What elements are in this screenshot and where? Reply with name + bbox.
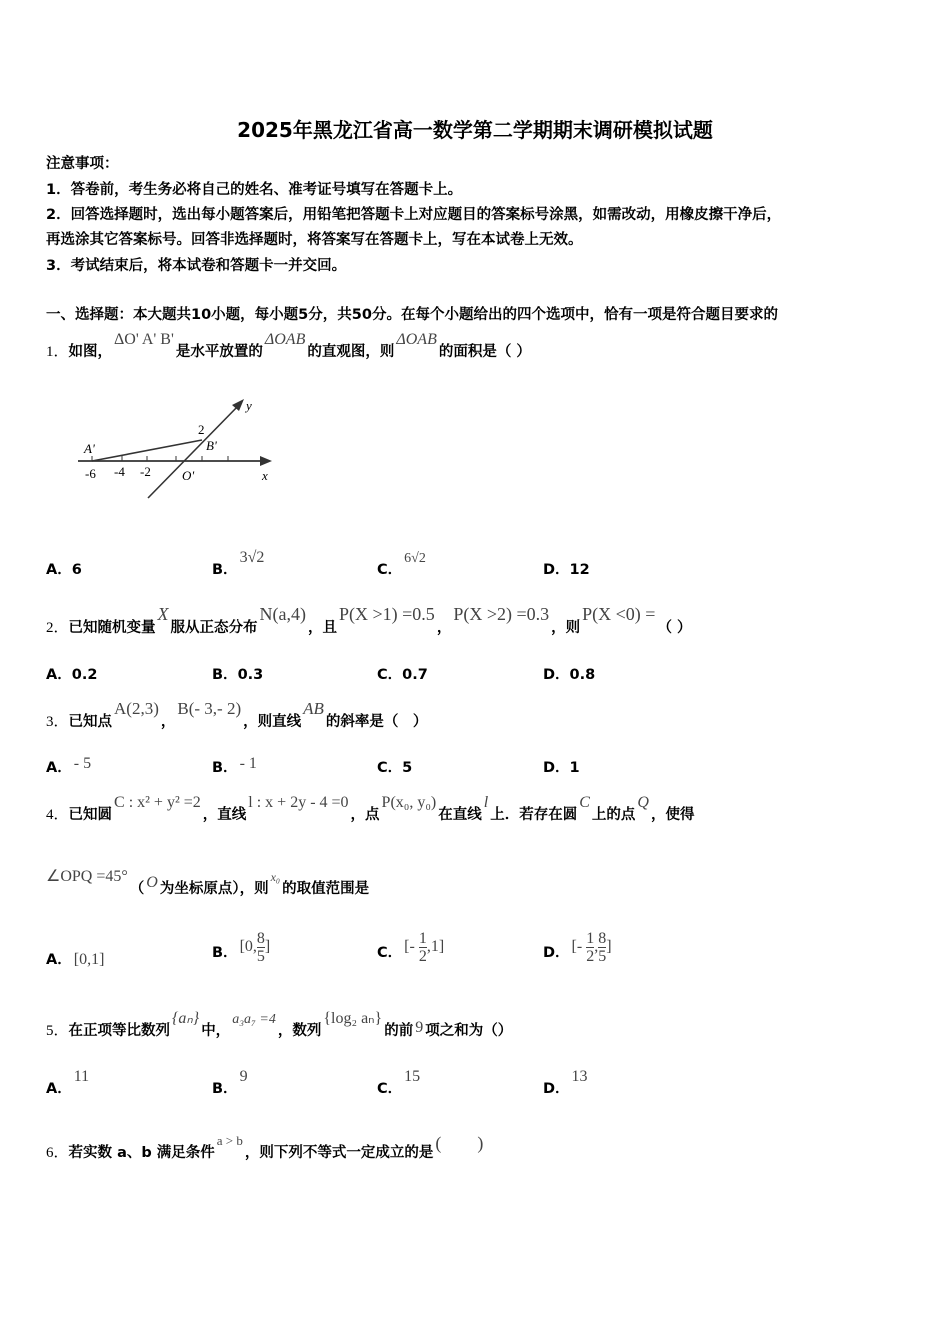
option-d — [543, 558, 590, 579]
text: 5 — [598, 948, 607, 965]
note-item: 1．答卷前，考生务必将自己的姓名、准考证号填写在答题卡上。 — [46, 182, 463, 198]
text: 已知圆 — [68, 807, 113, 823]
text: 12 — [569, 562, 590, 578]
text: B． — [212, 760, 238, 776]
text: 8 — [598, 930, 607, 947]
math-expression: P(X >1) =0.5 — [339, 604, 435, 624]
option-d — [543, 930, 614, 965]
option-c — [377, 551, 428, 579]
page-title: 2025年黑龙江省高一数学第二学期期末调研模拟试题 — [237, 118, 713, 142]
question-number: 1． — [46, 344, 69, 360]
math-expression: B(- 3,- 2) — [177, 699, 242, 718]
point-b-label: B' — [206, 438, 217, 453]
math-expression — [239, 930, 271, 965]
text: 3． — [46, 714, 69, 730]
math: ΔOAB — [396, 331, 437, 348]
text: B． — [212, 667, 238, 683]
text: 已知随机变量 — [68, 620, 156, 636]
text: D． — [543, 1081, 570, 1097]
text: 的直观图，则 — [307, 344, 395, 360]
math-expression: ∠OPQ =45° — [46, 868, 128, 885]
note-item: 2．回答选择题时，选出每小题答案后，用铅笔把答题卡上对应题目的答案标号涂黑，如需改动，用橡皮擦干净后， — [46, 207, 782, 223]
math-expression: [0,1] — [73, 951, 105, 968]
text: 的斜率是（ ） — [325, 714, 428, 730]
math-expression: C : x² + y² =2 — [114, 794, 201, 811]
math-expression: C — [579, 794, 590, 811]
text: 0.8 — [569, 667, 596, 683]
math-expression: l — [483, 794, 489, 811]
text — [148, 404, 240, 498]
note-item: 3．考试结束后，将本试卷和答题卡一并交回。 — [46, 258, 347, 274]
text: ，且 — [308, 620, 337, 636]
math-expression: - 1 — [239, 755, 257, 772]
option-a — [46, 756, 93, 777]
point-a-label: A' — [84, 441, 95, 456]
notes-heading: 注意事项： — [46, 156, 119, 172]
text: D． — [543, 667, 570, 683]
option-c — [377, 756, 412, 777]
math-expression: 11 — [73, 1068, 90, 1085]
option-c — [377, 663, 428, 684]
text: 如图， — [68, 344, 113, 360]
text: ] — [264, 938, 271, 956]
text: 2． — [46, 620, 69, 636]
text: 的面积是（ ） — [438, 344, 531, 360]
option-a — [46, 948, 106, 969]
text: ，则 — [551, 620, 581, 636]
text: 8 — [256, 930, 265, 947]
text: A． — [46, 562, 72, 578]
section-heading: 一、选择题：本大题共10小题，每小题5分，共50分。在每个小题给出的四个选项中，恰有一项是符合题目要求的 — [46, 307, 778, 323]
text: （ — [129, 881, 145, 897]
text: 的取值范围是 — [282, 881, 370, 897]
x-arrow-icon — [260, 456, 272, 466]
question-5 — [46, 1010, 513, 1040]
option-b — [212, 663, 263, 684]
text: 1 — [586, 930, 595, 947]
math-expression: a > b — [216, 1133, 243, 1148]
text: 0.7 — [402, 667, 428, 683]
math-expression: A(2,3) — [114, 699, 159, 718]
text: C． — [377, 1081, 403, 1097]
option-a — [46, 1068, 91, 1098]
text: 2 — [586, 948, 595, 965]
math-expression: X — [157, 604, 169, 624]
text: 在正项等比数列 — [68, 1023, 171, 1039]
text: A． — [46, 667, 72, 683]
text: C． — [377, 562, 403, 578]
text: D． — [543, 760, 570, 776]
math-expression: - 5 — [73, 755, 92, 772]
math-expression: 15 — [404, 1068, 421, 1085]
note-item: 再选涂其它答案标号。回答非选择题时，将答案写在答题卡上，写在本试卷上无效。 — [46, 232, 583, 248]
text: 的前 — [384, 1023, 414, 1039]
y-axis-label: y — [246, 398, 252, 413]
text: [- — [404, 938, 419, 956]
math-expression: 9 — [415, 1019, 424, 1036]
text: , — [594, 938, 599, 956]
text: ，则下列不等式一定成立的是 — [244, 1145, 434, 1161]
math: ΔOAB — [264, 331, 306, 348]
tick-label: -2 — [140, 464, 151, 479]
origin-label: O' — [182, 468, 195, 483]
math-expression: N(a,4) — [259, 604, 306, 624]
text: ] — [606, 938, 612, 956]
text — [586, 930, 594, 965]
text: A． — [46, 760, 72, 776]
text: 6 — [71, 562, 82, 578]
option-c — [377, 930, 446, 965]
option-c — [377, 1068, 422, 1098]
text: 已知点 — [68, 714, 113, 730]
math-expression: P(x₀, y₀) — [381, 794, 437, 811]
text: 5 — [256, 948, 265, 965]
text: B． — [212, 562, 238, 578]
text: 上的点 — [591, 807, 636, 823]
option-d — [543, 1068, 590, 1098]
text: 6． — [46, 1145, 69, 1161]
text: 项之和为（） — [425, 1023, 513, 1039]
text: D． — [543, 945, 570, 962]
option-a — [46, 663, 97, 684]
option-b — [212, 1068, 250, 1098]
text: （ ） — [657, 620, 692, 636]
text: 2 — [418, 948, 427, 965]
math-expression: {aₙ} — [172, 1010, 200, 1027]
option-d — [543, 756, 580, 777]
text: 0.3 — [237, 667, 264, 683]
text — [598, 930, 606, 965]
text: 服从正态分布 — [170, 620, 258, 636]
text: ，点 — [350, 807, 380, 823]
text: ,1] — [426, 938, 445, 956]
text: ，使得 — [650, 807, 695, 823]
text: A． — [46, 952, 72, 968]
math-expression: {log₂ aₙ} — [323, 1010, 383, 1027]
text: 0.2 — [71, 667, 98, 683]
math-expression: a₃a₇ =4 — [232, 1012, 276, 1027]
option-b — [212, 549, 266, 579]
question-4 — [46, 794, 695, 824]
math-expression: 3√2 — [239, 549, 265, 566]
math-expression: Q — [637, 794, 649, 811]
text: B． — [212, 1081, 238, 1097]
math-expression: P(X >2) =0.3 — [453, 604, 550, 624]
text: 4． — [46, 807, 69, 823]
text: D． — [543, 562, 570, 578]
option-b — [212, 930, 272, 965]
math-expression — [404, 930, 445, 965]
text: 为坐标原点），则 — [159, 881, 269, 897]
text: C． — [377, 945, 403, 962]
text: [- — [571, 938, 587, 956]
text — [419, 930, 427, 965]
math: ΔO' A' B' — [114, 331, 174, 348]
math-expression: x₀ — [270, 870, 281, 884]
text: ，直线 — [202, 807, 247, 823]
oblique-projection-figure — [70, 390, 290, 510]
question-3 — [46, 699, 428, 731]
text: 上．若存在圆 — [490, 807, 578, 823]
text: 中， — [201, 1023, 231, 1039]
math-expression: 13 — [571, 1068, 588, 1085]
text: 5． — [46, 1023, 69, 1039]
option-a — [46, 558, 82, 579]
text: ，则直线 — [243, 714, 302, 730]
option-b — [212, 756, 259, 777]
math-expression: ( ) — [435, 1133, 484, 1153]
text: C． — [377, 667, 403, 683]
text: 若实数 a、b 满足条件 — [68, 1145, 215, 1161]
question-1 — [46, 331, 531, 361]
math-expression: P(X <0) = — [582, 604, 656, 624]
text: B． — [212, 945, 238, 962]
text: A． — [46, 1081, 72, 1097]
x-axis-label: x — [262, 468, 268, 483]
question-2 — [46, 604, 692, 637]
question-6 — [46, 1133, 485, 1163]
text: ， — [436, 620, 452, 636]
text: ，数列 — [277, 1023, 322, 1039]
option-d — [543, 663, 595, 684]
text: [0, — [239, 938, 257, 956]
text: ， — [160, 714, 176, 730]
text: C． — [377, 760, 403, 776]
text: 1 — [569, 760, 580, 776]
math-expression: O — [146, 874, 158, 891]
tick-label: -6 — [85, 466, 96, 481]
tick-label: 2 — [198, 422, 205, 437]
question-4-line-2 — [46, 868, 370, 898]
math-expression: 6√2 — [404, 551, 426, 566]
text: 5 — [402, 760, 413, 776]
text — [257, 930, 265, 965]
math-expression — [571, 930, 612, 965]
math-expression: AB — [303, 699, 324, 718]
math-expression: l : x + 2y - 4 =0 — [248, 794, 349, 811]
tick-label: -4 — [114, 464, 125, 479]
text: 在直线 — [438, 807, 482, 823]
text: 是水平放置的 — [175, 344, 263, 360]
text: 1 — [418, 930, 427, 947]
math-expression: 9 — [239, 1068, 248, 1085]
